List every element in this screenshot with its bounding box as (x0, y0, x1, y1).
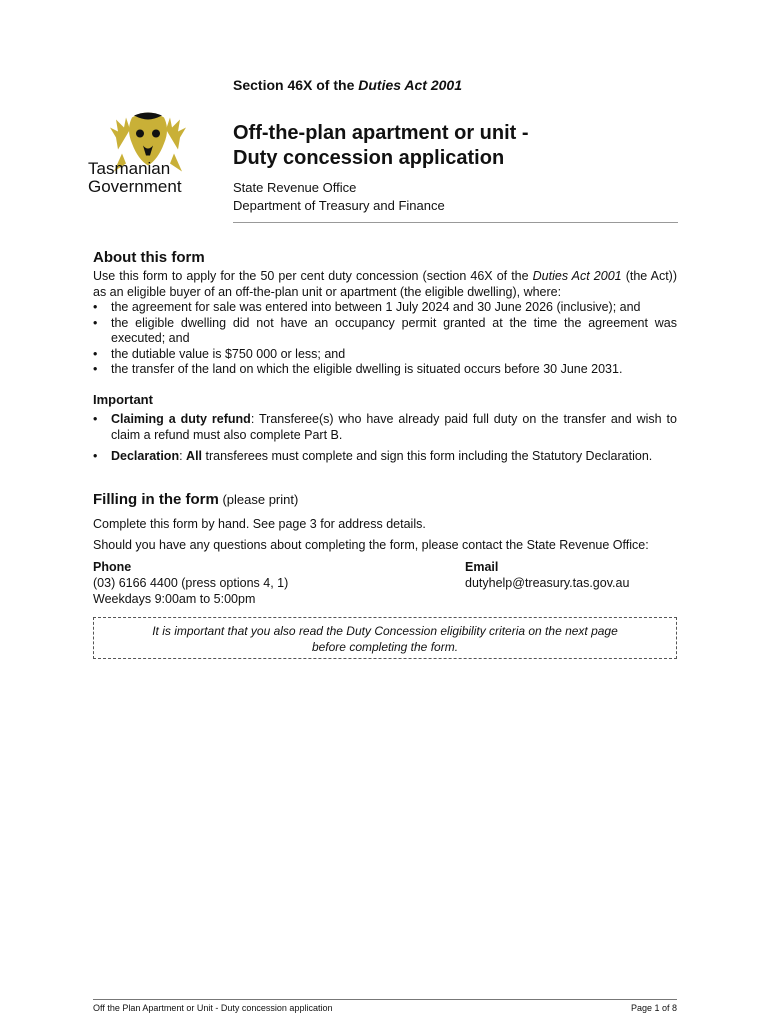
logo-wordmark (88, 160, 182, 196)
eligibility-notice (93, 617, 677, 659)
important-item-declaration-all: All (186, 449, 203, 463)
about-bullet: • the agreement for sale was entered into between 1 July 2024 and 30 June 2026 (inclusive); and (93, 300, 677, 316)
phone-label: Phone (93, 560, 132, 574)
logo-line1: Tasmanian (88, 159, 171, 178)
important-item-declaration (93, 449, 677, 465)
phone-contact (93, 559, 288, 607)
about-bullet: • the dutiable value is $750 000 or less; and (93, 347, 677, 363)
header-divider (233, 222, 678, 223)
notice-line2: before completing the form. (311, 640, 459, 654)
title-line1: Off-the-plan apartment or unit - (233, 122, 529, 144)
important-item-declaration-text: transferees must complete and sign this form including the Statutory Declaration. (202, 449, 653, 463)
about-bullets (93, 300, 677, 378)
office-line1: State Revenue Office (233, 180, 357, 195)
footer-title: Off the Plan Apartment or Unit - Duty concession application (93, 1003, 333, 1013)
page-number: Page 1 of 8 (630, 1003, 677, 1013)
about-heading: About this form (93, 249, 205, 266)
email-contact (465, 559, 629, 591)
phone-hours: Weekdays 9:00am to 5:00pm (93, 592, 256, 606)
about-intro-act: Duties Act 2001 (532, 269, 622, 283)
about-body (93, 269, 677, 378)
logo-line2: Government (88, 177, 182, 196)
about-intro-part2: (the Act)) as an eligible buyer of an off-the-plan unit or apartment (the eligible dwelling), where: (93, 269, 677, 299)
important-item-refund-text: : Transferee(s) who have already paid full duty on the transfer and wish to claim a refund must also complete Part B. (111, 412, 677, 442)
important-bullets (93, 412, 677, 465)
important-body (93, 412, 677, 471)
filling-heading-main: Filling in the form (93, 491, 219, 508)
about-bullet: • the eligible dwelling did not have an occupancy permit granted at the time the agreement was executed; and (93, 316, 677, 347)
section-act: Duties Act 2001 (358, 77, 462, 93)
about-intro (93, 269, 677, 300)
page-title (233, 121, 529, 171)
about-bullet: • the transfer of the land on which the eligible dwelling is situated occurs before 30 June 2031. (93, 362, 677, 378)
important-item-refund (93, 412, 677, 443)
email-label: Email (465, 560, 499, 574)
filling-heading-sub: (please print) (218, 492, 299, 507)
office-line2: Department of Treasury and Finance (233, 198, 445, 213)
email-address[interactable]: dutyhelp@treasury.tas.gov.au (465, 576, 630, 590)
important-item-declaration-title: Declaration (111, 449, 180, 463)
important-item-declaration-sep: : (179, 449, 187, 463)
section-prefix: Section 46X of the (233, 77, 359, 93)
important-item-refund-title: Claiming a duty refund (111, 412, 251, 426)
filling-heading (93, 491, 298, 508)
title-line2: Duty concession application (233, 147, 505, 169)
notice-line1: It is important that you also read the Duty Concession eligibility criteria on the next page (152, 624, 618, 638)
office-block (233, 179, 445, 215)
important-heading: Important (93, 392, 153, 407)
about-intro-part1: Use this form to apply for the 50 per cent duty concession (section 46X of the (93, 269, 533, 283)
footer-divider (93, 999, 677, 1000)
filling-contact-intro: Should you have any questions about completing the form, please contact the State Revenue Office: (93, 538, 649, 552)
phone-number: (03) 6166 4400 (press options 4, 1) (93, 576, 289, 590)
section-reference (233, 77, 462, 93)
filling-instruction: Complete this form by hand. See page 3 for address details. (93, 517, 426, 531)
